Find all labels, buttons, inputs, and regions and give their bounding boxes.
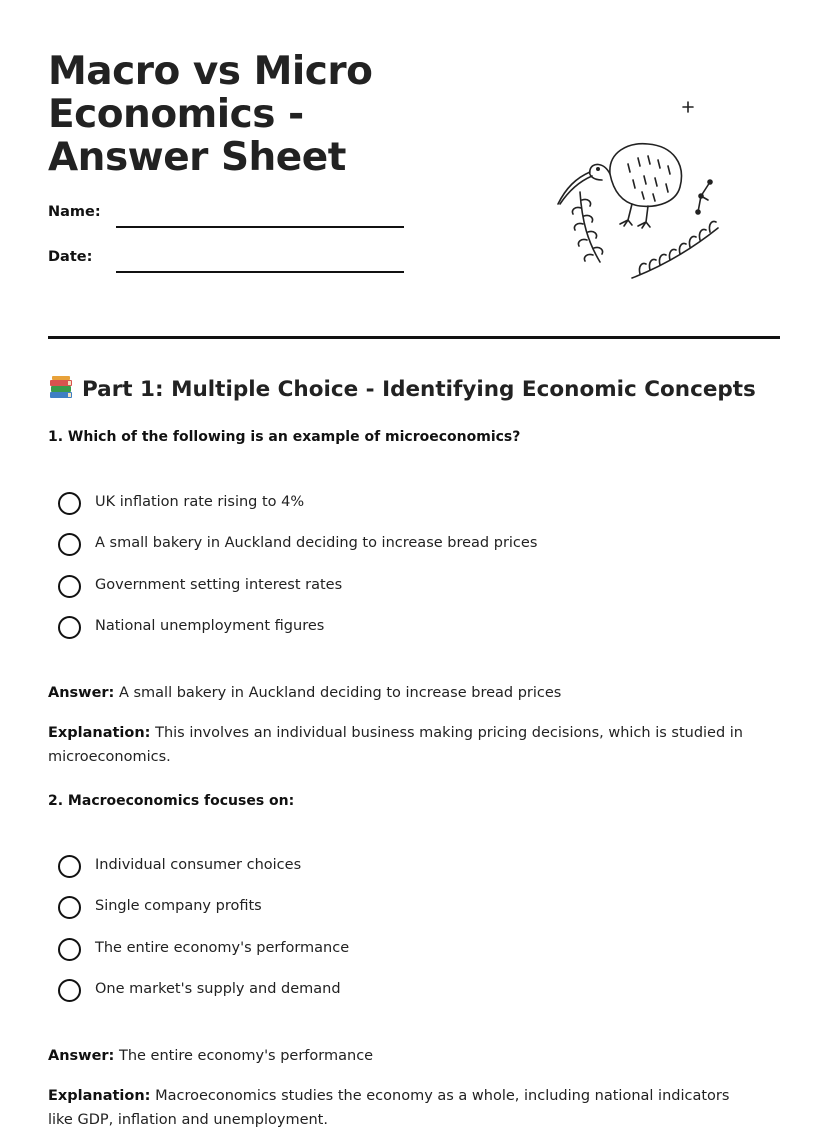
radio-button[interactable] [58, 533, 81, 556]
answer-label: Answer: [48, 1048, 115, 1064]
page-title: Macro vs Micro Economics - Answer Sheet [48, 49, 373, 180]
name-label: Name: [48, 204, 101, 220]
q2-option-1[interactable] [58, 855, 658, 879]
sparkle-icon [683, 102, 693, 112]
explanation-label: Explanation: [48, 1088, 151, 1104]
option-label: Government setting interest rates [95, 577, 343, 593]
q1-answer [48, 681, 748, 705]
explanation-label: Explanation: [48, 725, 151, 741]
answer-label: Answer: [48, 685, 115, 701]
section-divider [48, 336, 780, 339]
q1-option-4[interactable] [58, 616, 658, 640]
radio-button[interactable] [58, 616, 81, 639]
radio-button[interactable] [58, 896, 81, 919]
explanation-text: This involves an individual business making pricing decisions, which is studied in microeconomics. [48, 725, 744, 765]
part1-heading-text: Part 1: Multiple Choice - Identifying Economic Concepts [82, 377, 756, 402]
q1-option-2[interactable] [58, 533, 658, 557]
radio-button[interactable] [58, 979, 81, 1002]
q2-answer [48, 1044, 748, 1068]
q1-explanation [48, 721, 748, 769]
option-label: A small bakery in Auckland deciding to increase bread prices [95, 535, 538, 551]
q2-explanation [48, 1084, 748, 1132]
radio-button[interactable] [58, 938, 81, 961]
radio-button[interactable] [58, 855, 81, 878]
option-label: One market's supply and demand [95, 981, 341, 997]
kiwi-bird-illustration [548, 92, 728, 287]
radio-button[interactable] [58, 575, 81, 598]
name-field-row [48, 202, 408, 232]
option-label: UK inflation rate rising to 4% [95, 494, 305, 510]
explanation-text: Macroeconomics studies the economy as a whole, including national indicators like GDP, inflation and unemployment. [48, 1088, 730, 1128]
q1-option-3[interactable] [58, 575, 658, 599]
date-line [116, 271, 404, 273]
answer-text: The entire economy's performance [118, 1048, 374, 1064]
books-icon [48, 374, 74, 400]
q2-option-2[interactable] [58, 896, 658, 920]
part1-heading [48, 374, 756, 402]
option-label: Single company profits [95, 898, 262, 914]
option-label: National unemployment figures [95, 618, 325, 634]
option-label: Individual consumer choices [95, 857, 302, 873]
date-label: Date: [48, 249, 93, 265]
radio-button[interactable] [58, 492, 81, 515]
question-2: 2. Macroeconomics focuses on: [48, 793, 295, 809]
question-1: 1. Which of the following is an example of microeconomics? [48, 429, 521, 445]
option-label: The entire economy's performance [95, 940, 350, 956]
q2-option-3[interactable] [58, 938, 658, 962]
name-line [116, 226, 404, 228]
q1-option-1[interactable] [58, 492, 658, 516]
q2-option-4[interactable] [58, 979, 658, 1003]
answer-text: A small bakery in Auckland deciding to increase bread prices [118, 685, 562, 701]
date-field-row [48, 247, 408, 277]
